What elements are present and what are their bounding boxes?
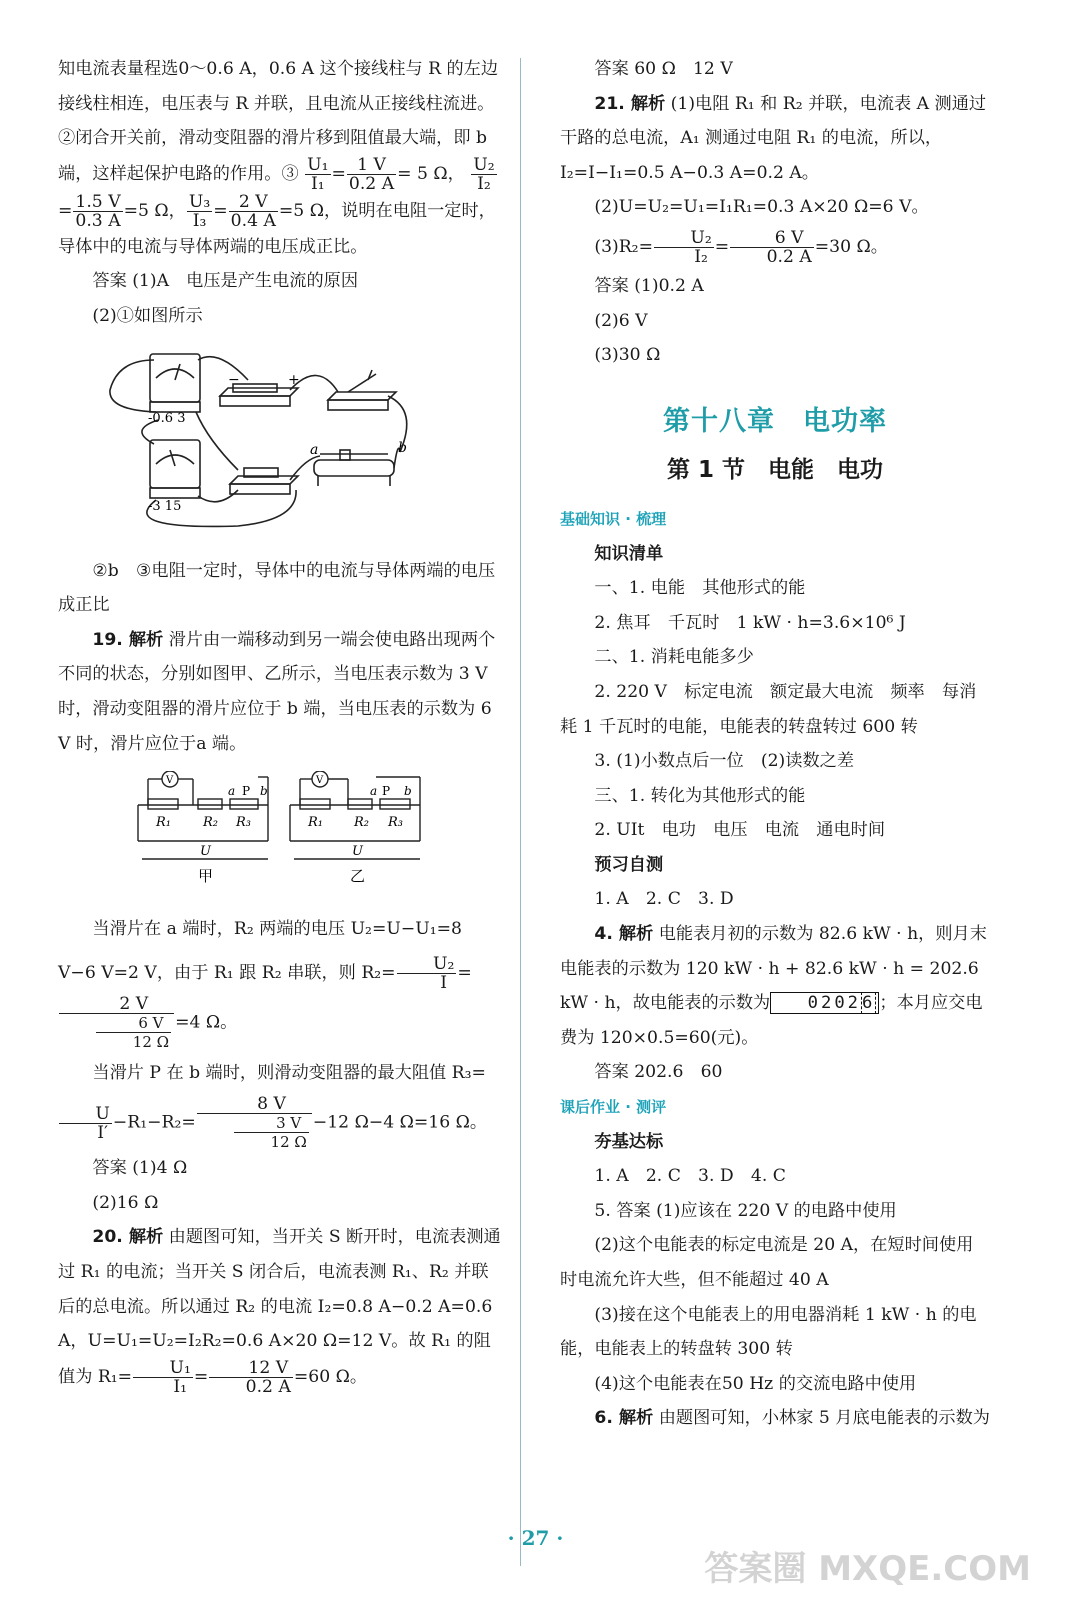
svg-text:R₃: R₃ — [388, 815, 403, 831]
svg-text:R₂: R₂ — [203, 815, 218, 831]
q6-explanation: 6. 解析 由题图可知，小林家 5 月底电能表的示数为 — [594, 1408, 990, 1429]
svg-text:a: a — [370, 784, 378, 799]
watermark: 答案圈 MXQE.COM — [704, 1549, 1031, 1589]
svg-text:R₁: R₁ — [156, 815, 171, 831]
svg-text:P: P — [242, 784, 251, 799]
answer-21-1: 答案 (1)0.2 A — [594, 275, 704, 296]
q18-explanation: 知电流表量程选0～0.6 A，0.6 A 这个接线柱与 R 的左边接线柱相连，电压表与 R 并联，且电流从正接线柱流进。②闭合开关前，滑动变阻器的滑片移到阻值最大端，即 b 端，这样起保护电路的作用。③ $\frac{\text{U₁}}{\text{I₁}}$ = $\frac{1 V}{0.2 A}$ = 5 Ω， $\frac{\text{U₂}}{\text{I₂}}$ = $\frac{1.5 V}{0.3 A}$ =5 Ω， $\frac{\text{U₃}}{\text{I₃}}$ = $\frac{2 V}{0.4 A}$ =5 Ω，说明在电阻一定时，导体中的电流与导体两端的电压成正比。 — [58, 59, 499, 257]
q20-explanation: 20. 解析 由题图可知，当开关 S 断开时，电流表测通过 R₁ 的电流；当开关 S 闭合后，电流表测 R₁、R₂ 并联后的总电流。所以通过 R₂ 的电流 I₂=0.8 A−0.2 A=0.6 A，U=U₁=U₂=I₂R₂=0.6 A×20 Ω=12 V。故 R₁ 的阻值为 R₁= $\frac{\text{U₁}}{\text{I₁}}$ = $\frac{12 V}{0.2 A}$ =60 Ω。 — [58, 1227, 501, 1397]
q19-explanation: 19. 解析 滑片由一端移动到另一端会使电路出现两个不同的状态，分别如图甲、乙所示，当电压表示数为 3 V 时，滑动变阻器的滑片应位于 b 端，当电压表的示数为 6 V 时，滑片应位于a 端。 — [58, 629, 496, 754]
section-tag-homework: 课后作业 · 测评 — [560, 1098, 667, 1117]
meter-reading-box: 02026 — [770, 992, 879, 1014]
ammeter-range-label: -0.6 3 — [148, 410, 186, 426]
q19-step2: 当滑片 P 在 b 端时，则滑动变阻器的最大阻值 R₃= $\frac{U}{I'}$ −R₁−R₂= $\frac{8 V}{\frac{3 V}{12 \Omega}}$ −12 Ω−4 Ω=16 Ω。 — [58, 1051, 501, 1151]
svg-text:甲: 甲 — [198, 867, 214, 886]
answer-21-3: (3)30 Ω — [594, 345, 661, 366]
column-divider — [520, 58, 521, 1566]
knowledge-item: 二、1. 消耗电能多少 — [594, 647, 754, 668]
svg-text:−: − — [228, 371, 240, 388]
answer-20: 答案 60 Ω 12 V — [594, 59, 733, 79]
svg-text:R₂: R₂ — [354, 815, 369, 831]
homework-answers: 1. A 2. C 3. D 4. C — [594, 1166, 786, 1187]
knowledge-item: 三、1. 转化为其他形式的能 — [594, 785, 806, 806]
answer-19-2: (2)16 Ω — [92, 1192, 159, 1213]
circuit-diagrams-jia-yi — [58, 771, 501, 891]
page-number: · 27 · — [507, 1526, 564, 1550]
svg-text:b: b — [260, 784, 268, 799]
q19-step1: 当滑片在 a 端时，R₂ 两端的电压 U₂=U−U₁=8 V−6 V=2 V，由于 R₁ 跟 R₂ 串联，则 R₂= $\frac{\text{U₂}}{I}$ = $\frac{2 V}{\frac{6 V}{12 \Omega}}$ =4 Ω。 — [58, 919, 472, 1052]
svg-text:a: a — [228, 784, 236, 799]
svg-text:a: a — [310, 441, 319, 458]
q21-part3: (3)R₂= $\frac{\text{U₂}}{\text{I₂}}$ = $\frac{6 V}{0.2 A}$ =30 Ω。 — [594, 227, 888, 267]
section-title: 第 1 节 电能 电功 — [666, 457, 884, 484]
svg-text:b: b — [404, 784, 412, 799]
q5-answer: 5. 答案 (1)应该在 220 V 的电路中使用 — [594, 1200, 897, 1221]
svg-text:R₁: R₁ — [308, 815, 323, 831]
right-column — [560, 52, 990, 1436]
knowledge-list-title: 知识清单 — [594, 543, 664, 564]
left-column — [58, 52, 501, 1396]
q5-answer: (2)这个电能表的标定电流是 20 A，在短时间使用时电流允许大些，但不能超过 40 A — [560, 1235, 974, 1290]
preview-test-title: 预习自测 — [594, 854, 664, 875]
knowledge-item: 3. (1)小数点后一位 (2)读数之差 — [594, 751, 855, 772]
answer-18-3: ②b ③电阻一定时，导体中的电流与导体两端的电压成正比 — [58, 560, 496, 616]
answer-18-1: 答案 (1)A 电压是产生电流的原因 — [92, 271, 359, 292]
knowledge-item: 2. 220 V 标定电流 额定最大电流 频率 每消耗 1 千瓦时的电能，电能表的转盘转过 600 转 — [560, 681, 977, 737]
q4-explanation: 4. 解析 电能表月初的示数为 82.6 kW · h，则月末电能表的示数为 120 kW · h + 82.6 kW · h = 202.6 kW · h，故电能表的示数为 02026 ；本月应交电费为 120×0.5=60(元)。 — [560, 924, 987, 1048]
circuit-wiring-figure — [58, 340, 501, 550]
answer-18-2: (2)①如图所示 — [92, 305, 203, 326]
answer-19-1: 答案 (1)4 Ω — [92, 1158, 188, 1179]
knowledge-item: 一、1. 电能 其他形式的能 — [594, 578, 806, 599]
svg-text:P: P — [382, 784, 391, 799]
svg-text:R₃: R₃ — [236, 815, 251, 831]
svg-text:乙: 乙 — [350, 867, 366, 886]
svg-text:V: V — [166, 775, 174, 787]
svg-text:+: + — [288, 371, 300, 388]
svg-text:V: V — [316, 775, 324, 787]
fraction: $\frac{\text{U₂}}{\text{I₂}}$ — [473, 154, 495, 194]
svg-text:U: U — [200, 844, 211, 860]
fraction: $\frac{\text{U₃}}{\text{I₃}}$ — [188, 191, 211, 231]
answer-21-2: (2)6 V — [594, 310, 648, 331]
voltmeter-range-label: -3 15 — [148, 498, 182, 514]
preview-answers: 1. A 2. C 3. D — [594, 889, 734, 910]
answer-4: 答案 202.6 60 — [594, 1062, 723, 1083]
knowledge-item: 2. UIt 电功 电压 电流 通电时间 — [594, 820, 886, 841]
svg-text:U: U — [352, 844, 363, 860]
svg-text:b: b — [398, 439, 407, 456]
q21-explanation: 21. 解析 (1)电阻 R₁ 和 R₂ 并联，电流表 A 测通过干路的总电流，A₁ 测通过电阻 R₁ 的电流，所以，I₂=I−I₁=0.5 A−0.3 A=0.2 A。 — [560, 93, 987, 183]
homework-title: 夯基达标 — [594, 1131, 664, 1152]
q5-answer: (3)接在这个电能表上的用电器消耗 1 kW · h 的电能，电能表上的转盘转 300 转 — [560, 1304, 977, 1360]
q5-answer: (4)这个电能表在50 Hz 的交流电路中使用 — [594, 1373, 917, 1394]
chapter-title: 第十八章 电功率 — [663, 405, 887, 437]
section-tag-basics: 基础知识 · 梳理 — [560, 509, 667, 528]
knowledge-item: 2. 焦耳 千瓦时 1 kW · h=3.6×10⁶ J — [594, 612, 906, 633]
fraction: $\frac{\text{U₁}}{\text{I₁}}$ — [307, 154, 329, 194]
q21-part2: (2)U=U₂=U₁=I₁R₁=0.3 A×20 Ω=6 V。 — [594, 197, 929, 218]
